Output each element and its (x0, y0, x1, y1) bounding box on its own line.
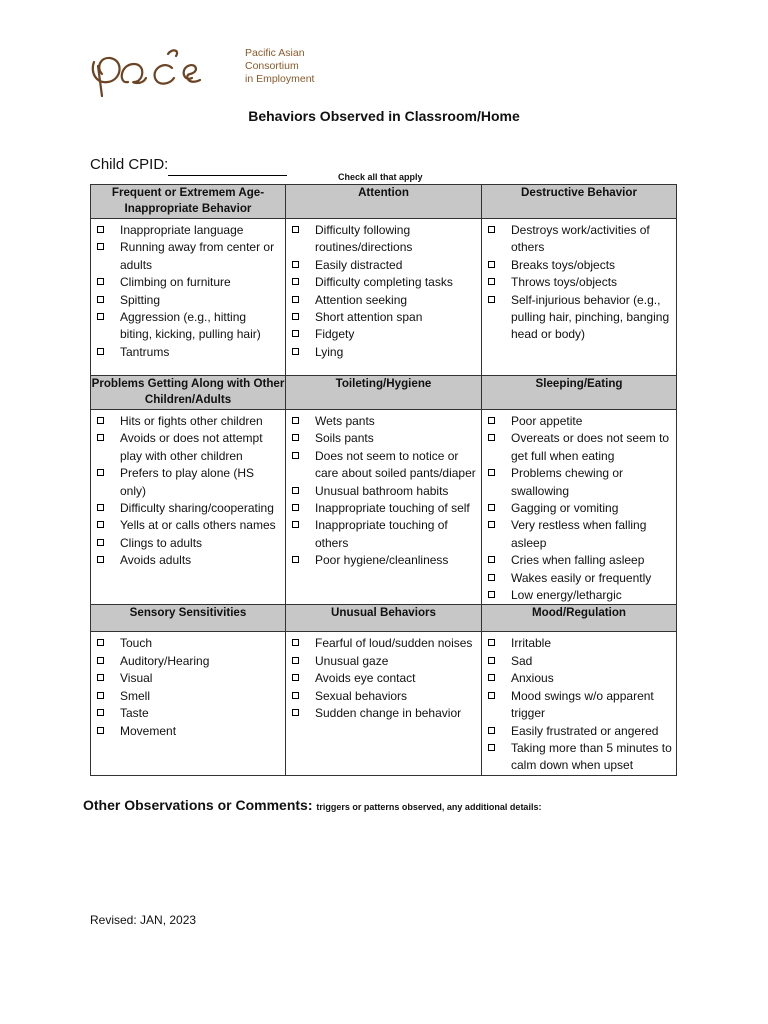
checklist-item (488, 740, 672, 775)
checklist-item-label: Mood swings w/o apparent trigger (511, 688, 654, 721)
checklist-item (97, 413, 281, 430)
checklist-item-label: Unusual bathroom habits (315, 483, 449, 498)
checklist-item (488, 465, 672, 500)
checkbox[interactable] (292, 487, 299, 494)
checkbox[interactable] (488, 226, 495, 233)
section-header: Unusual Behaviors (286, 605, 482, 632)
checkbox[interactable] (292, 296, 299, 303)
checklist-item-label: Self-injurious behavior (e.g., pulling hair, pinching, banging head or body) (511, 292, 670, 342)
checklist-item-label: Short attention span (315, 310, 423, 325)
checklist-item (292, 635, 477, 652)
checklist-item (97, 222, 281, 239)
checklist-item (97, 430, 281, 465)
section-header: Problems Getting Along with Other Children/Adults (91, 376, 286, 410)
checklist-item (488, 274, 672, 291)
checklist-item-label: Easily frustrated or angered (511, 723, 659, 738)
checklist-item-label: Easily distracted (315, 257, 403, 272)
other-observations (83, 797, 541, 813)
check-all-note: Check all that apply (338, 172, 423, 182)
child-cpid-label: Child CPID: (90, 156, 169, 173)
checklist-item (292, 653, 477, 670)
checkbox[interactable] (97, 296, 104, 303)
section-header: Sensory Sensitivities (91, 605, 286, 632)
checklist-item (97, 517, 281, 534)
checklist-item-label: Yells at or calls others names (120, 518, 276, 533)
checklist-item (97, 500, 281, 517)
checklist-item-label: Overeats or does not seem to get full when eating (511, 431, 670, 463)
checklist-item-label: Taking more than 5 minutes to calm down when upset (511, 740, 672, 773)
checkbox[interactable] (488, 692, 495, 699)
checkbox[interactable] (488, 278, 495, 285)
checklist-item (97, 723, 281, 740)
checklist-item-label: Avoids eye contact (315, 671, 416, 686)
checklist-item-label: Sexual behaviors (315, 688, 408, 703)
child-cpid-field[interactable] (168, 175, 287, 176)
checklist-item-label: Difficulty completing tasks (315, 275, 453, 290)
checklist-item (488, 500, 672, 517)
checkbox[interactable] (488, 744, 495, 751)
checklist-item (488, 723, 672, 740)
section-header: Mood/Regulation (482, 605, 677, 632)
checklist-item-label: Sad (511, 653, 533, 668)
checklist-item-label: Inappropriate language (120, 223, 244, 237)
checklist-item (97, 653, 281, 670)
checklist-item (488, 570, 672, 587)
checkbox[interactable] (292, 521, 299, 528)
checklist-item (292, 344, 477, 361)
section-header: Attention (286, 185, 482, 219)
section-items-cell (91, 219, 286, 376)
section-header: Sleeping/Eating (482, 376, 677, 410)
checkbox[interactable] (488, 296, 495, 303)
section-items-cell (482, 219, 677, 376)
checklist-item-label: Problems chewing or swallowing (511, 466, 624, 498)
checklist-item-label: Difficulty following routines/directions (315, 223, 413, 255)
checklist-item (97, 705, 281, 722)
checkbox[interactable] (97, 539, 104, 546)
checkbox[interactable] (488, 574, 495, 581)
checklist-item-label: Climbing on furniture (120, 275, 231, 290)
checklist-item (488, 653, 672, 670)
checkbox[interactable] (97, 521, 104, 528)
checklist-item (292, 274, 477, 291)
checklist-item (292, 705, 477, 722)
checklist-item (292, 670, 477, 687)
checklist-item-label: Fearful of loud/sudden noises (315, 636, 473, 651)
checkbox[interactable] (292, 692, 299, 699)
checklist-item-label: Wakes easily or frequently (511, 570, 652, 585)
checklist-item (97, 465, 281, 500)
behavior-checklist-table (90, 184, 677, 776)
section-items-cell (286, 219, 482, 376)
checklist-item (292, 483, 477, 500)
checklist-item-label: Running away from center or adults (120, 240, 275, 272)
checkbox[interactable] (97, 504, 104, 511)
form-title: Behaviors Observed in Classroom/Home (248, 108, 520, 124)
checkbox[interactable] (488, 521, 495, 528)
checklist-item-label: Cries when falling asleep (511, 553, 645, 568)
checkbox[interactable] (292, 348, 299, 355)
checkbox[interactable] (488, 417, 495, 424)
checkbox[interactable] (488, 727, 495, 734)
checklist-item-label: Destroys work/activities of others (511, 223, 650, 255)
checklist-item (292, 326, 477, 343)
checkbox[interactable] (292, 657, 299, 664)
checklist-item (292, 430, 477, 447)
checklist-item (97, 239, 281, 274)
checklist-item-label: Irritable (511, 636, 552, 651)
checklist-item-label: Throws toys/objects (511, 275, 618, 290)
checklist-item (488, 222, 672, 257)
checkbox[interactable] (292, 278, 299, 285)
checklist-item-label: Soils pants (315, 431, 374, 446)
checklist-item (488, 635, 672, 652)
checkbox[interactable] (292, 674, 299, 681)
checkbox[interactable] (97, 639, 104, 646)
checklist-item-label: Anxious (511, 671, 554, 686)
checklist-item (488, 517, 672, 552)
section-header: Toileting/Hygiene (286, 376, 482, 410)
checkbox[interactable] (488, 639, 495, 646)
checklist-item (488, 587, 672, 604)
checkbox[interactable] (97, 727, 104, 734)
checklist-item (97, 688, 281, 705)
checkbox[interactable] (97, 278, 104, 285)
org-line-1: Pacific Asian (245, 47, 305, 59)
checkbox[interactable] (97, 313, 104, 320)
checklist-item-label: Aggression (e.g., hitting biting, kicking, pulling hair) (120, 310, 261, 342)
revision-date: Revised: JAN, 2023 (90, 913, 197, 927)
checklist-item (292, 517, 477, 552)
checklist-item (97, 274, 281, 291)
checklist-item (488, 670, 672, 687)
checklist-item (97, 552, 281, 569)
checklist-item (292, 500, 477, 517)
checklist-item-label: Avoids adults (120, 553, 192, 568)
checkbox[interactable] (292, 434, 299, 441)
checkbox[interactable] (488, 657, 495, 664)
checkbox[interactable] (292, 504, 299, 511)
checkbox[interactable] (488, 591, 495, 598)
checklist-item-label: Visual (120, 671, 153, 686)
checklist-item-label: Does not seem to notice or care about soiled pants/diaper (315, 448, 476, 481)
checkbox[interactable] (488, 261, 495, 268)
section-items-cell (91, 410, 286, 605)
checklist-item-label: Clings to adults (120, 535, 203, 550)
checkbox[interactable] (97, 657, 104, 664)
checkbox[interactable] (292, 261, 299, 268)
checklist-item (292, 257, 477, 274)
checklist-item-label: Hits or fights other children (120, 414, 263, 428)
checkbox[interactable] (292, 452, 299, 459)
checklist-item-label: Spitting (120, 292, 161, 307)
section-items-cell (286, 410, 482, 605)
checkbox[interactable] (97, 348, 104, 355)
checklist-item (488, 430, 672, 465)
section-header: Destructive Behavior (482, 185, 677, 219)
checklist-item (97, 292, 281, 309)
checklist-item (97, 670, 281, 687)
checklist-item (488, 413, 672, 430)
checklist-item-label: Very restless when falling asleep (511, 518, 647, 550)
checklist-item (292, 448, 477, 483)
checklist-item (488, 292, 672, 344)
checkbox[interactable] (292, 330, 299, 337)
checklist-item-label: Low energy/lethargic (511, 588, 622, 603)
checklist-item-label: Tantrums (120, 344, 170, 359)
other-observations-label: Other Observations or Comments: (83, 797, 313, 813)
pace-logo (88, 42, 248, 100)
checkbox[interactable] (488, 556, 495, 563)
checkbox[interactable] (97, 243, 104, 250)
checklist-item-label: Wets pants (315, 414, 375, 428)
org-line-3: in Employment (245, 73, 315, 85)
checklist-item (488, 552, 672, 569)
checklist-item (292, 688, 477, 705)
checkbox[interactable] (97, 674, 104, 681)
checkbox[interactable] (292, 417, 299, 424)
checkbox[interactable] (292, 639, 299, 646)
checkbox[interactable] (292, 556, 299, 563)
checklist-item-label: Unusual gaze (315, 653, 389, 668)
checklist-item-label: Sudden change in behavior (315, 706, 462, 721)
checkbox[interactable] (97, 709, 104, 716)
checklist-item-label: Poor appetite (511, 414, 583, 428)
checklist-item (292, 552, 477, 569)
checklist-item-label: Smell (120, 688, 151, 703)
section-items-cell (482, 410, 677, 605)
checklist-item-label: Fidgety (315, 327, 355, 342)
checklist-item (292, 222, 477, 257)
section-items-cell (286, 632, 482, 775)
checklist-item-label: Lying (315, 344, 344, 359)
checkbox[interactable] (97, 226, 104, 233)
checkbox[interactable] (97, 692, 104, 699)
checklist-item (292, 309, 477, 326)
checklist-item (488, 257, 672, 274)
checklist-item-label: Prefers to play alone (HS only) (120, 466, 255, 498)
other-observations-hint: triggers or patterns observed, any additional details: (316, 802, 542, 812)
checklist-item (97, 309, 281, 344)
checkbox[interactable] (488, 434, 495, 441)
checklist-item (292, 292, 477, 309)
checklist-item-label: Avoids or does not attempt play with other children (120, 431, 263, 463)
checklist-item-label: Movement (120, 723, 177, 738)
checkbox[interactable] (97, 434, 104, 441)
checklist-item-label: Difficulty sharing/cooperating (120, 501, 274, 516)
checklist-item (97, 535, 281, 552)
checkbox[interactable] (97, 469, 104, 476)
checklist-item (488, 688, 672, 723)
organization-name (245, 47, 314, 86)
checklist-item-label: Attention seeking (315, 292, 408, 307)
checklist-item-label: Inappropriate touching of others (315, 518, 448, 550)
checklist-item-label: Poor hygiene/cleanliness (315, 553, 449, 568)
checklist-item (97, 344, 281, 361)
checkbox[interactable] (97, 417, 104, 424)
checkbox[interactable] (292, 313, 299, 320)
checkbox[interactable] (292, 226, 299, 233)
org-line-2: Consortium (245, 60, 299, 72)
checklist-item-label: Gagging or vomiting (511, 501, 619, 516)
checklist-item-label: Taste (120, 706, 149, 721)
checklist-item (97, 635, 281, 652)
checkbox[interactable] (292, 709, 299, 716)
section-header: Frequent or Extremem Age-Inappropriate Behavior (91, 185, 286, 219)
checkbox[interactable] (97, 556, 104, 563)
checklist-item-label: Breaks toys/objects (511, 257, 616, 272)
section-items-cell (91, 632, 286, 775)
checkbox[interactable] (488, 469, 495, 476)
checklist-item-label: Touch (120, 636, 153, 651)
checklist-item-label: Inappropriate touching of self (315, 501, 470, 516)
checkbox[interactable] (488, 504, 495, 511)
checklist-item-label: Auditory/Hearing (120, 653, 210, 668)
section-items-cell (482, 632, 677, 775)
checklist-item (292, 413, 477, 430)
checkbox[interactable] (488, 674, 495, 681)
